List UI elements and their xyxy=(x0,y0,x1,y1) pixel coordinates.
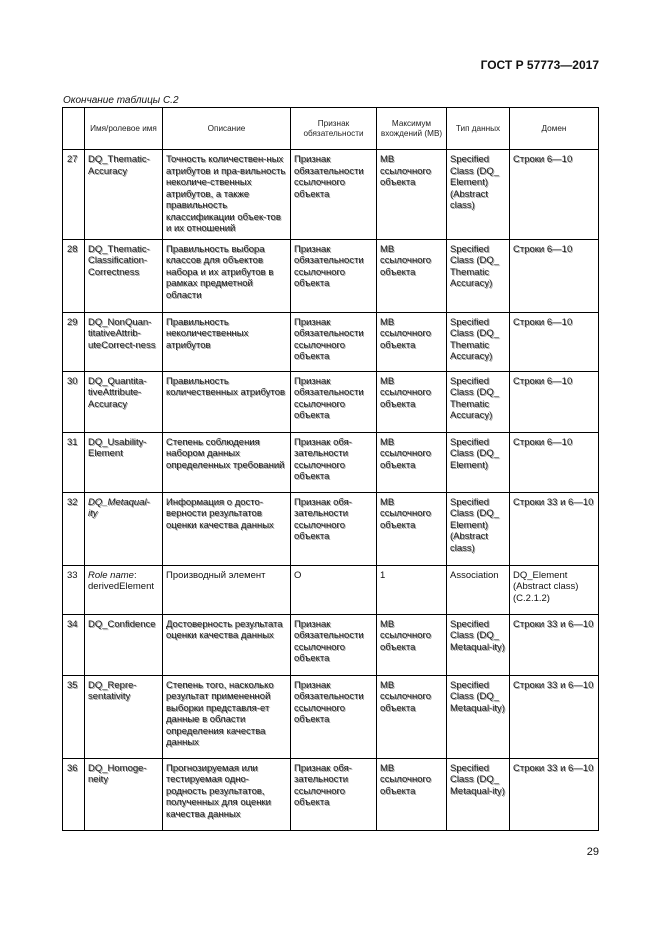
element-description: Правильность выбора классов для объектов набора и их атрибутов в рамках предметной области xyxy=(163,239,291,312)
domain: Строки 6—10 xyxy=(510,239,599,312)
obligation: Признак обязательности ссылочного объекта xyxy=(291,150,377,240)
domain: Строки 33 и 6—10 xyxy=(510,614,599,675)
domain: Строки 6—10 xyxy=(510,150,599,240)
max-occurrence: МВ ссылочного объекта xyxy=(377,239,447,312)
domain: Строки 6—10 xyxy=(510,312,599,371)
domain: Строки 33 и 6—10 xyxy=(510,492,599,565)
element-description: Правильность неколичественных атрибутов xyxy=(163,312,291,371)
header-cell-domain: Домен xyxy=(510,108,599,150)
domain: DQ_Element (Abstract class) (C.2.1.2) xyxy=(510,565,599,614)
obligation: Признак обя-зательности ссылочного объекта xyxy=(291,492,377,565)
table-header-row xyxy=(63,108,599,150)
row-number: 29 xyxy=(63,312,85,371)
header-cell-data-type: Тип данных xyxy=(447,108,510,150)
element-description: Прогнозируемая или тестируемая одно-родность результатов, полученных для оценки качества данных xyxy=(163,758,291,830)
data-type: Specified Class (DQ_ Element) xyxy=(447,432,510,492)
header-cell-obligation: Признак обязательности xyxy=(291,108,377,150)
obligation: Признак обязательности ссылочного объекта xyxy=(291,312,377,371)
element-description: Точность количествен-ных атрибутов и пра-вильность неколиче-ственных атрибутов, а также правильность классификации объек-тов и их отношений xyxy=(163,150,291,240)
obligation: Признак обязательности ссылочного объекта xyxy=(291,239,377,312)
element-name: DQ_Metaqual-ity xyxy=(85,492,163,565)
table-row xyxy=(63,432,599,492)
role-name-colon: : xyxy=(133,569,137,581)
table-row xyxy=(63,239,599,312)
max-occurrence: 1 xyxy=(377,565,447,614)
domain: Строки 6—10 xyxy=(510,371,599,432)
element-name: DQ_NonQuan-titativeAttrib-uteCorrect-ness xyxy=(85,312,163,371)
max-occurrence: МВ ссылочного объекта xyxy=(377,492,447,565)
max-occurrence: МВ ссылочного объекта xyxy=(377,432,447,492)
element-name xyxy=(85,565,163,614)
element-name: DQ_Homoge-neity xyxy=(85,758,163,830)
data-type: Specified Class (DQ_ Metaqual-ity) xyxy=(447,758,510,830)
max-occurrence: МВ ссылочного объекта xyxy=(377,675,447,758)
data-type: Specified Class (DQ_ Element) (Abstract class) xyxy=(447,492,510,565)
element-name: DQ_Confidence xyxy=(85,614,163,675)
table-row xyxy=(63,565,599,614)
max-occurrence: МВ ссылочного объекта xyxy=(377,312,447,371)
domain: Строки 33 и 6—10 xyxy=(510,675,599,758)
obligation: O xyxy=(291,565,377,614)
element-name: DQ_Thematic-Accuracy xyxy=(85,150,163,240)
role-name-label: Role name xyxy=(88,569,134,581)
element-name: DQ_Thematic-Classification-Correctness xyxy=(85,239,163,312)
data-type: Specified Class (DQ_ Metaqual-ity) xyxy=(447,675,510,758)
row-number: 27 xyxy=(63,150,85,240)
max-occurrence: МВ ссылочного объекта xyxy=(377,614,447,675)
element-name: DQ_Usability-Element xyxy=(85,432,163,492)
obligation: Признак обя-зательности ссылочного объекта xyxy=(291,758,377,830)
header-cell-max-occurrence: Максимум вхождений (МВ) xyxy=(377,108,447,150)
element-name: DQ_Repre-sentativity xyxy=(85,675,163,758)
data-type: Specified Class (DQ_ Thematic Accuracy) xyxy=(447,312,510,371)
header-cell-name: Имя/ролевое имя xyxy=(85,108,163,150)
table-row xyxy=(63,675,599,758)
row-number: 32 xyxy=(63,492,85,565)
page-number: 29 xyxy=(586,846,599,858)
element-description: Производный элемент xyxy=(163,565,291,614)
role-name-value: derivedElement xyxy=(88,581,155,592)
element-description: Степень того, насколько результат примененной выборки представля-ет данные в области определения качества данных xyxy=(163,675,291,758)
data-table xyxy=(62,107,599,831)
row-number: 33 xyxy=(63,565,85,614)
max-occurrence: МВ ссылочного объекта xyxy=(377,758,447,830)
data-type: Specified Class (DQ_ Metaqual-ity) xyxy=(447,614,510,675)
row-number: 35 xyxy=(63,675,85,758)
row-number: 30 xyxy=(63,371,85,432)
element-description: Правильность количественных атрибутов xyxy=(163,371,291,432)
domain: Строки 33 и 6—10 xyxy=(510,758,599,830)
table-row xyxy=(63,312,599,371)
max-occurrence: МВ ссылочного объекта xyxy=(377,150,447,240)
obligation: Признак обязательности ссылочного объекта xyxy=(291,614,377,675)
table-row xyxy=(63,371,599,432)
domain: Строки 6—10 xyxy=(510,432,599,492)
header-cell-no xyxy=(63,108,85,150)
data-type: Specified Class (DQ_ Thematic Accuracy) xyxy=(447,371,510,432)
row-number: 34 xyxy=(63,614,85,675)
max-occurrence: МВ ссылочного объекта xyxy=(377,371,447,432)
element-description: Информация о досто-верности результатов оценки качества данных xyxy=(163,492,291,565)
obligation: Признак обязательности ссылочного объекта xyxy=(291,675,377,758)
table-row xyxy=(63,150,599,240)
row-number: 31 xyxy=(63,432,85,492)
header-cell-description: Описание xyxy=(163,108,291,150)
element-name: DQ_Quantita-tiveAttribute-Accuracy xyxy=(85,371,163,432)
row-number: 28 xyxy=(63,239,85,312)
obligation: Признак обя-зательности ссылочного объекта xyxy=(291,432,377,492)
element-description: Достоверность результата оценки качества данных xyxy=(163,614,291,675)
element-description: Степень соблюдения набором данных определенных требований xyxy=(163,432,291,492)
data-type: Specified Class (DQ_ Element) (Abstract class) xyxy=(447,150,510,240)
data-type: Association xyxy=(447,565,510,614)
data-type: Specified Class (DQ_ Thematic Accuracy) xyxy=(447,239,510,312)
row-number: 36 xyxy=(63,758,85,830)
table-row xyxy=(63,614,599,675)
table-row xyxy=(63,492,599,565)
table-row xyxy=(63,758,599,830)
table-caption: Окончание таблицы С.2 xyxy=(63,95,179,106)
document-code: ГОСТ Р 57773—2017 xyxy=(480,58,599,72)
obligation: Признак обязательности ссылочного объекта xyxy=(291,371,377,432)
